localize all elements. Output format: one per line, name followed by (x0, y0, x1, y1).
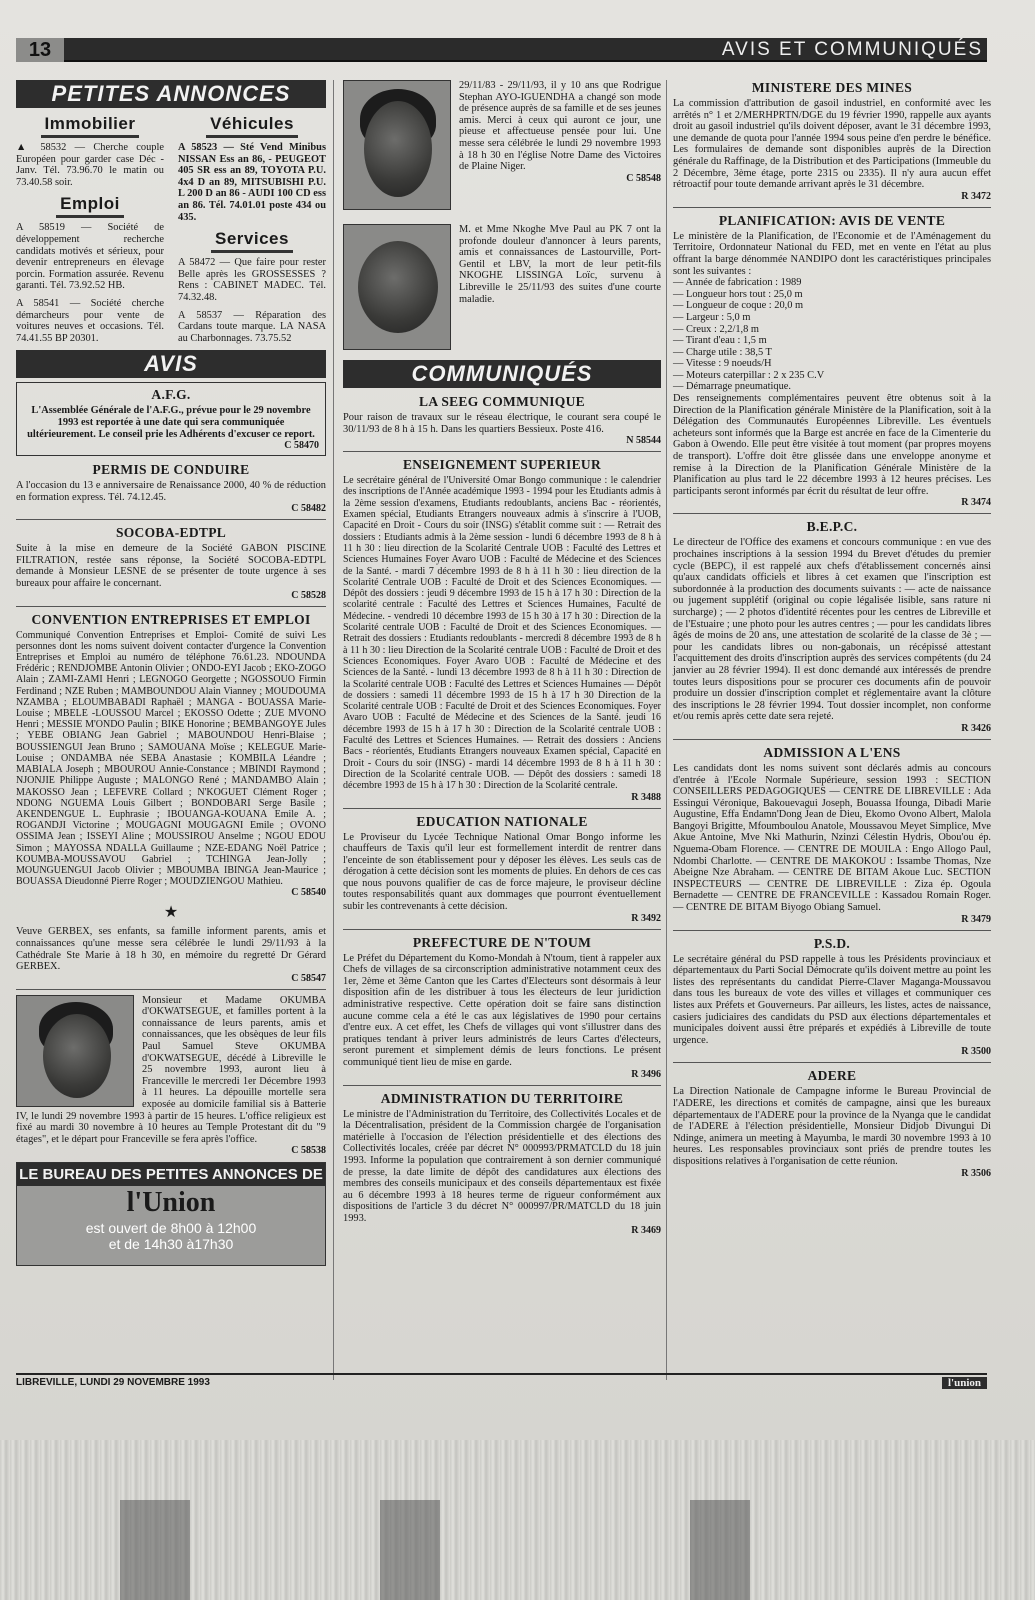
notice-ref: R 3500 (961, 1046, 991, 1058)
classified-ad: A 58519 — Société de développement recherche candidats motivés et sérieux, pour devenir entrepreneurs en élevage porcin. Formation assurée. Revenu garanti. Tél. 73.92.52 HB. (16, 222, 164, 292)
classified-ad: A 58541 — Société cherche démarcheurs pour vente de voitures neuves et occasions. Tél. 74.41.55 BP 20301. (16, 297, 164, 344)
notice-text: 29/11/83 - 29/11/93, il y 10 ans que Rodrigue Stephan AYO-IGUENDHA a changé son mode de présence auprès de sa famille et de ses jeunes amis. Merci à ceux qui auront ce jour, une pieuse et affectueuse pensée pour lui. Une messe sera célébrée le lundi 29 novembre 1993 à 18 h 30 en l'église Notre Dame des Victoires de Plaine Niger. (459, 80, 661, 173)
afg-notice (16, 382, 326, 456)
spec-item: — Longueur de coque : 20,0 m (673, 300, 804, 312)
notice-text: M. et Mme Nkoghe Mve Paul au PK 7 ont la profonde douleur d'annoncer à leurs parents, amis et connaissances de Lastourville, Port-Gentil et LBV, la mort de leur petit-fils NKOGHE LISSINGA Loïc, survenu à Libreville le 25/11/93 des suites d'une courte maladie. (459, 224, 661, 305)
mines-notice (673, 80, 991, 202)
bureau-hours-afternoon: et de 14h30 à17h30 (108, 1236, 234, 1253)
notice-ref: C 58482 (291, 503, 326, 515)
spec-item: — Creux : 2,2/1,8 m (673, 323, 760, 335)
category-vehicules: Véhicules (206, 114, 298, 138)
socoba-notice (16, 525, 326, 600)
notice-title: ADMINISTRATION DU TERRITOIRE (380, 1090, 624, 1106)
classified-ad: A 58523 — Sté Vend Minibus NISSAN Ess an 86, - PEUGEOT 405 SR ess an 89, TOYOTA P.U. 4x4 D an 89, MITSUBISHI P.U. L 200 D an 86 - AUDI 100 CD ess an 86. Tél. 74.01.01 poste 434 ou 435. (178, 142, 326, 223)
page-number: 13 (16, 38, 64, 62)
classified-ad: A 58537 — Réparation des Cardans toute marque. LA NASA au Charbonnages. 73.75.52 (178, 309, 326, 344)
page-footer (16, 1373, 987, 1389)
administration-notice (343, 1091, 661, 1236)
classified-ad: A 58472 — Que faire pour rester Belle après les GROSSESSES ? Rens : CABINET MADEC. Tél. 74.32.48. (178, 257, 326, 303)
okumba-notice (16, 995, 326, 1157)
avis-header: AVIS (16, 350, 326, 378)
column-1 (16, 80, 326, 1266)
permis-notice (16, 462, 326, 514)
scan-artifact (380, 1500, 440, 1600)
petites-annonces-header: PETITES ANNONCES (16, 80, 326, 108)
notice-ref: R 3426 (961, 722, 991, 734)
notice-title: SOCOBA-EDTPL (115, 525, 227, 541)
notice-title: PREFECTURE DE N'TOUM (412, 934, 592, 950)
bepc-notice (673, 519, 991, 734)
spec-item: — Longueur hors tout : 25,0 m (673, 288, 803, 300)
bureau-hours-morning: est ouvert de 8h00 à 12h00 (85, 1220, 257, 1237)
notice-text: Monsieur et Madame OKUMBA d'OKWATSEGUE, et familles portent à la connaissance de leurs parents, amis et connaissances, que les obsèques de leur fils Paul Samuel Steve OKUMBA d'OKWATSEGUE, décédé à Libreville le 25 novembre 1993, auront lieu à Franceville le mercredi 1er Décembre 1993 à 11 heures. La dépouille mortelle sera exposée au domicile familial sis à Batterie IV, le lundi 29 novembre 1993 à partir de 15 heures. L'office religieux est fixé au mardi 30 novembre à 10 heures au Temple Protestant dit du "9 étages", et le départ pour Franceville se fera après l'office. (16, 994, 326, 1145)
notice-text: Des renseignements complémentaires peuvent être obtenus soit à la Direction de la Planification générale Ministère de la Planification, soit à la Délégation des Communautés Européennes Libreville. Les éventuels acheteurs sont informés que la Barge est ancrée en face de la Cimenterie du Gabon à Owendo. Elle peut être visitée à tout moment (par propres moyens de transport). L'offre doit être glissée dans une enveloppe anonyme et remise à la Direction de la Planification Générale Ministère de la Planification au plus tard le 22 décembre 1993 à 12 heures précises. Les participants seront informés par écrit du résultat de leur offre. (673, 393, 991, 497)
notice-ref: C 58528 (291, 589, 326, 601)
enseignement-notice (343, 457, 661, 802)
notice-title: CONVENTION ENTREPRISES ET EMPLOI (31, 611, 311, 627)
category-emploi: Emploi (56, 194, 124, 218)
spec-item: — Année de fabrication : 1989 (673, 277, 802, 289)
seeg-notice (343, 394, 661, 446)
spec-item: — Tirant d'eau : 1,5 m (673, 335, 767, 347)
notice-text: Le Préfet du Département du Komo-Mondah à N'toum, tient à rappeler aux Chefs de villages de sa circonscription administrative notamment ceux des 1er, 2ème et 3ème Canton que les Cartes d'Electeurs sont désormais à leur disposition afin de les distribuer à tous les électeurs de leur juridiction administrative respective. Cette opération doit se faire sans distinction aucune comme cela a été le cas aux législatives de 1990 pour certains d'entre eux. A cet effet, les Chefs de villages qui vont s'illustrer dans des pratiques tendant à priver leurs administrés de leurs Cartes d'électeurs, seront purement et simplement démis de leurs fonctions. Le présent communiqué tient lieu de mise en garde. (343, 952, 661, 1068)
notice-ref: C 58538 (291, 1145, 326, 1157)
notice-text: Le secrétaire général du PSD rappelle à tous les Présidents provinciaux et départementaux du Parti Social Démocrate qu'ils doivent mettre au point les listes des représentants du candidat Pierre-Claver Maganga-Moussavou dans tous les bureaux de vote des villes et villages et communiquer ces listes aux Préfets et Gouverneurs. Par ailleurs, les listes, actes de naissance, casiers judiciaires des candidats du PSD aux élections départementales et municipales doivent aussi être préparés et expédiés à Libreville de toute urgence. (673, 953, 991, 1046)
barge-specs-list (673, 277, 991, 393)
notice-text: Le directeur de l'Office des examens et concours communique : en vue des prochaines inscriptions à la session 1994 du Brevet d'études du premier cycle (BEPC), il est rappelé aux chefs d'établissement concernés ainsi qu'aux candidats officiels et libres à cet examen que l'inscription est subordonnée à la production des documents suivants : — acte de naissance ou jugement supplétif (original ou copie légalisée lisible, sans rature ni surcharge) ; — 2 photos d'identité récentes pour les centres de Libreville et de l'Estuaire ; une photo pour les autres centres ; — pour les candidats libres âgés de moins de 20 ans, une attestation de scolarité de la classe de 3è ; — pour les candidats libres ou non-gabonais, un récépissé attestant l'acquittement des droits d'inscription auprès des services compétents (du 24 janvier au 28 février 1994). Il est donc demandé aux intéressés de prendre toutes leurs dispositions pour se procurer ces documents afin de pouvoir produire un dossier d'inscription complet et réglementaire avant la clôture des inscriptions le 28 février 1994. Tout dossier incomplet, non conforme et/ou remis après cette date sera rejeté. (673, 537, 991, 723)
spec-item: — Largeur : 5,0 m (673, 311, 751, 323)
notice-text: A l'occasion du 13 e anniversaire de Renaissance 2000, 40 % de réduction en formation express. Tél. 74.12.45. (16, 480, 326, 503)
notice-ref: N 58544 (626, 435, 661, 447)
notice-ref: R 3506 (961, 1167, 991, 1179)
portrait-photo (343, 80, 451, 210)
notice-text: Le ministre de l'Administration du Territoire, des Collectivités Locales et de la Décentralisation, président de la Commission chargée de l'organisation matérielle à l'occasion de l'élection présidentielle et des élections des Collectivités locales, créée par décret N° 000993/PRMATCLD du 18 juin 1993. Informe la population que contrairement à son dernier communiqué de presse, la date limite de dépôt des candidatures aux élections des membres des conseils municipaux et des conseils départementaux est fixée au 6 décembre 1993 à 18 heures terme de rigueur conformément aux dispositions de l'article 3 du décret N° 000997/PR/MATCLD du 18 juin 1993. (343, 1108, 661, 1224)
portrait-photo (343, 224, 451, 350)
notice-text: La commission d'attribution de gasoil industriel, en conformité avec les arrêtés n° 1 et 2/MERHPRTN/DGE du 19 février 1990, rappelle aux ayants droit au gasoil industriel qu'ils doivent déposer, avant le 31 décembre 1993, une demande de quota pour l'année 1994 sous peine d'en perdre le bénéfice. Les formulaires de demande sont disponibles auprès de la Direction générale du Raffinage, de la Distribution et des Participations (Immeuble du 2 Décembre, 3ème étage, porte 2315 ou 2335). Il n'y aura aucun effet rétroactif pour toute demande arrivant après le 31 décembre. (673, 98, 991, 191)
adere-notice (673, 1068, 991, 1178)
classified-ad: ▲ 58532 — Cherche couple Européen pour garder case Déc -Janv. Tél. 73.96.70 le matin ou 73.40.58 soir. (16, 142, 164, 188)
notice-ref: R 3469 (631, 1224, 661, 1236)
portrait-photo (16, 995, 134, 1107)
column-2 (343, 80, 661, 1236)
prefecture-notice (343, 935, 661, 1080)
spec-item: — Vitesse : 9 noeuds/H (673, 358, 772, 370)
star-separator: ★ (163, 904, 179, 922)
notice-title: LA SEEG COMMUNIQUE (419, 394, 585, 409)
notice-title: B.E.P.C. (806, 519, 858, 535)
notice-title: PLANIFICATION: AVIS DE VENTE (718, 212, 946, 228)
bureau-title: LE BUREAU DES PETITES ANNONCES DE (17, 1163, 325, 1186)
education-notice (343, 814, 661, 924)
section-title: AVIS ET COMMUNIQUÉS (721, 39, 983, 60)
newspaper-name: l'union (942, 1377, 987, 1389)
notice-text: Le ministère de la Planification, de l'Economie et de l'Aménagement du Territoire, Ordonnateur National du FED, met en vente en l'état au plus offrant la barge dénommée NANDIPO dont les caractéristiques principales sont les suivantes : (673, 230, 991, 277)
planification-notice (673, 213, 991, 509)
notice-ref: R 3492 (631, 912, 661, 924)
notice-title: EDUCATION NATIONALE (416, 813, 588, 829)
notice-text: Communiqué Convention Entreprises et Emploi- Comité de suivi Les personnes dont les noms suivent doivent contacter d'urgence la Convention Entreprises et Emploi au numéro de téléphone 76.61.23. NDOUNDA Frédéric ; RENDJOMBE Antonin Olivier ; ONDO-EYI Jacob ; EKO-ZOGO Alain ; ZAMI-ZAMI Henri ; LEGNOGO Georgette ; NGOSSOUO Firmin Ferdinand ; NZE Ruben ; MAMBOUNDOU Alain Vianney ; MOUDOUMA NZAMBA ; ELOUMBABADI Raphaël ; MANGA - BOUASSA Marie- Louise ; MBELE -LOUSSOU Marcel ; EKOSSO Odette ; ZUE MVONO Henri ; MESSIE M'ONDO Paulin ; BIKE Honorine ; BEMBANGOYE Jules ; YEBE OBIANG Jean Gabriel ; MABOUNDOU Henri-Blaise ; BOUSSIENGUI Jean Bruno ; SAMOUANA Moïse ; KELEGUE Marie-Louise ; ONDAMBA née SEBA Anastasie ; KOMBILA Léandre ; MABIALA Joseph ; MBOUROU Annie-Constance ; MBINDI Raymond ; NJONJIE Philippe Auguste ; MALONGO René ; MANDAMBO Alain ; MAKOSSO Jean ; LEFEVRE Collard ; N'KOGUET Clément Roger ; NDONG NGUEMA Louis Gilbert ; BONDOBARI Serge Basile ; AKENDENGUE L. Euphrasie ; IBOUANGA-KOUANA Emile A. ; ROGANDJI Victorine ; MOUGAGNI MOUGAGNI Emile ; OVONO OSSIMA Jean ; ISSEYI Aline ; MOUSSIROU Anselme ; NGOU EDOU Simon ; MAYOSSA NDALLA Guillaume ; NZE-EDANG Noël Patrice ; KOUMBA-MOUSSAVOU Gabriel ; TCHINGA Jean-Jolly ; MOUNGUENGUI Jacob Olivier ; MBOUMBA IBINGA Jean-Maurice ; BOUASSA Dieudonné Pierre Roger ; MOUDZIENGOU Mathieu. (16, 629, 326, 888)
notice-title: A.F.G. (151, 387, 191, 403)
notice-title: ADERE (807, 1068, 857, 1084)
communiques-header: COMMUNIQUÉS (343, 360, 661, 388)
notice-text: Veuve GERBEX, ses enfants, sa famille informent parents, amis et connaissances qu'une messe sera célébrée le lundi 29/11/93 à la Cathédrale Ste Marie à 18 h 30, en mémoire du regretté Dr Gérard GERBEX. (16, 926, 326, 973)
bureau-paper-name: l'Union (126, 1187, 216, 1219)
scan-artifact (120, 1500, 190, 1600)
notice-text: Le secrétaire général de l'Université Omar Bongo communique : le calendrier des inscriptions de l'Année académique 1993 - 1994 pour les Etudiants admis à la 2ème session d'examens, Etudiants redoublants, anciens Bac - réorientés, Examen spécial, Etudiants Etrangers nouveaux admis à s'inscrire à l'UOB, Capacité en Droit - Cours du soir (INSG) s'établit comme suit : — Retrait des dossiers : Etudiants admis à la 2ème session - lundi 6 décembre 1993 de 8 h à 11 h 30 : lieu direction de la Scolarité Centrale UOB : Faculté des Lettres et Sciences Humaines Foyer Avaro UOB : Faculté de Médecine et des Sciences de la Santé. - mardi 7 décembre 1993 de 8 h à 11 h 30 : lieu direction de la Scolarité Centrale UOB : Faculté de Droit et des Sciences Economiques. — Dépôt des dossiers : jeudi 9 décembre 1993 de 15 h à 17 h 30 : Direction de la scolarité centrale : Faculté des Lettres et Sciences Humaines, Faculté de Médecine. - vendredi 10 décembre 1993 de 15 h 30 à 17 h 30 : Direction de la Scolarité centrale UOB : Faculté de Droit et des Sciences Economiques. — Retrait des dossiers : Etudiants redoublants - mercredi 8 décembre 1993 de 8 h à 11 h 30 : lieu Direction de la Scolarité centrale UOB : Faculté de Droit et des Sciences Economiques. Foyer Avaro UOB : Faculté de Médecine et des Sciences de la Santé. - lundi 13 décembre 1993 de 8 h à 11 h 30 : Direction de la Scolarité centrale UOB : Faculté des Lettres et Sciences Humaines — Dépôt de dossiers : samedi 11 décembre 1993 de 15 h à 17 h 30 Direction de la Scolarité centrale UOB : Faculté de Droit et des Sciences Economiques. Foyer Avaro UOB : Faculté de Médecine et des Sciences de la Santé. jeudi 16 décembre 1993 de 15 h à 17 h 30 : Direction de la Scolarité centrale UOB : Faculté des Lettres et Sciences Humaines. — Retrait des dossiers : Anciens Bacs - réorientés, Etudiants Etrangers nouveaux Examen spécial, Capacité en Droit - Cours du soir (INSG) - mardi 14 décembre 1993 de 8 h à 11 h 30 : Direction de la Scolarité centrale UOB. — Dépôt des dossiers : samedi 18 décembre 1993 de 15 h à 17 h 30 : Direction de la Scolarité centrale. (343, 475, 661, 792)
notice-text: Les candidats dont les noms suivent sont déclarés admis au concours d'entrée à l'Ecole Normale Supérieure, session 1993 : SECTION CONSEILLERS PEDAGOGIQUES — CENTRE DE LIBREVILLE : Ada Essingui Véronique, Bakouevagui Joseph, Bouassa Ifounga, Dibadi Marie Augustine, Effa Endamn'Dong Jean de Dieu, Ekomo Ovono Albert, Malola Bangoyi Brigitte, Mfoumboulou Anatole, Moussavou Meyet Simplice, Mve Akue Antoine, Mve Nki Mathurin, Nzinzi Célestin Hydris, Obou'ou ép. Nguema-Obam Florence. — CENTRE DE MOUILA : Engo Allogo Paul, Ndombi Charlotte. — CENTRE DE MAKOKOU : Issambe Thomas, Nze Abeigne Nze Abraham. — CENTRE DE BITAM Akoue Luc. SECTION INSPECTEURS — CENTRE DE LIBREVILLE : Ziza ép. Ogoula Bernadette — CENTRE DE FRANCEVILLE : Kassadou Romain Roger. — CENTRE DE BITAM Biyogo Obiang Samuel. (673, 762, 991, 914)
bureau-petites-annonces-box (16, 1162, 326, 1266)
notice-ref: C 58548 (626, 172, 661, 184)
notice-text: Pour raison de travaux sur le réseau électrique, le courant sera coupé le 30/11/93 de 8 h à 15 h. Dans les quartiers Bessieux. Poste 416. (343, 412, 661, 435)
spec-item: — Démarrage pneumatique. (673, 381, 792, 393)
notice-ref: R 3488 (631, 791, 661, 803)
ayo-notice (343, 80, 661, 212)
notice-title: ADMISSION A L'ENS (763, 744, 901, 760)
notice-ref: R 3496 (631, 1068, 661, 1080)
notice-text: L'Assemblée Générale de l'A.F.G., prévue pour le 29 novembre 1993 est reportée à une date qui sera communiquée ultérieurement. Le conseil prie les Adhérents d'excuser ce report. (27, 405, 315, 440)
notice-ref: C 58547 (291, 972, 326, 984)
spec-item: — Moteurs caterpillar : 2 x 235 C.V (673, 369, 825, 381)
convention-notice (16, 612, 326, 899)
psd-notice (673, 936, 991, 1058)
notice-text: La Direction Nationale de Campagne informe le Bureau Provincial de l'ADERE, les directions et comités de campagne, ainsi que les bureaux départementaux de l'ADERE pour la province de la Nyanga que le candidat de l'ADERE à l'élection présidentielle, Monsieur Didjob Divungui Di Ndinge, animera un meeting à Mayumba, le mardi 30 novembre 1993 à 10 heures. Les responsables provinciaux sont priés de prendre toutes les dispositions relatives à l'organisation de cette réunion. (673, 1086, 991, 1167)
notice-text: Suite à la mise en demeure de la Société GABON PISCINE FILTRATION, restée sans réponse, la Société SOCOBA-EDTPL demande à Monsieur LESNE de se présenter de toute urgence à ses bureaux pour affaire le concernant. (16, 543, 326, 590)
spec-item: — Charge utile : 38,5 T (673, 346, 772, 358)
notice-title: ENSEIGNEMENT SUPERIEUR (402, 457, 602, 473)
immobilier-emploi-column (16, 114, 164, 344)
column-3 (673, 80, 991, 1179)
notice-ref: R 3479 (961, 913, 991, 925)
nkoghe-notice (343, 224, 661, 352)
notice-title: MINISTERE DES MINES (751, 80, 913, 95)
column-rule (333, 80, 334, 1380)
notice-ref: R 3472 (961, 190, 991, 202)
notice-ref: C 58540 (291, 887, 326, 899)
ens-notice (673, 745, 991, 925)
notice-text: Le Proviseur du Lycée Technique National Omar Bongo informe les chauffeurs de Taxis qu'il leur est formellement interdit de rentrer dans l'enceinte de son établissement pour y déposer les élèves. Les seuls cas de dérogation à cette décision sont les moments de pluies. En dehors de ces cas que nous pouvons qualifier de cas de force majeure, le proviseur décline toutes responsabilités quant aux dommages que pourront éventuellement subir les contrevenants à cette décision. (343, 831, 661, 913)
gerbex-notice (16, 926, 326, 983)
notice-title: P.S.D. (813, 935, 851, 951)
category-immobilier: Immobilier (41, 114, 140, 138)
notice-ref: C 58470 (284, 440, 319, 452)
scan-artifact (690, 1500, 750, 1600)
category-services: Services (211, 229, 293, 253)
dateline: LIBREVILLE, LUNDI 29 NOVEMBRE 1993 (16, 1377, 210, 1388)
notice-title: PERMIS DE CONDUIRE (92, 462, 250, 478)
vehicules-services-column (178, 114, 326, 344)
notice-ref: R 3474 (961, 497, 991, 509)
column-rule (666, 80, 667, 1380)
